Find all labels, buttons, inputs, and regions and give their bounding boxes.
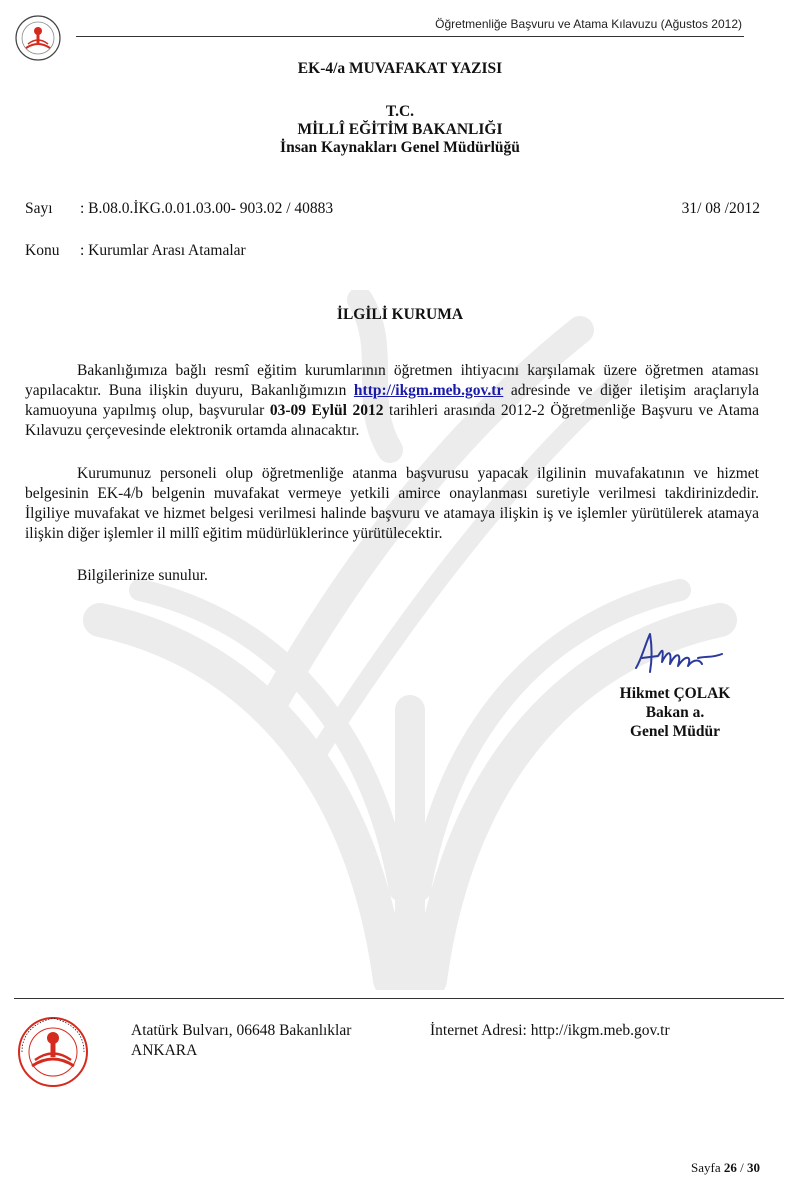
directorate-heading: İnsan Kaynakları Genel Müdürlüğü [280, 139, 520, 156]
signature-block [590, 684, 760, 741]
page-number [691, 1160, 760, 1176]
ikgm-link[interactable]: http://ikgm.meb.gov.tr [353, 382, 504, 399]
addressee: İLGİLİ KURUMA [336, 306, 464, 323]
tc-heading: T.C. [385, 103, 415, 120]
page-current: 26 [723, 1160, 737, 1175]
konu-value: : Kurumlar Arası Atamalar [80, 242, 246, 259]
paragraph-1-text-a: Bakanlığımıza bağlı resmî eğitim kurumlarının öğretmen ihtiyacını karşılamak üzere öğretmen ataması yapılacaktır. Buna ilişkin duyuru, Bakanlığımızın [25, 362, 759, 399]
header-rule [76, 36, 744, 37]
application-dates: 03-09 Eylül 2012 [269, 402, 384, 419]
footer-internet-address: İnternet Adresi: http://ikgm.meb.gov.tr [430, 1022, 670, 1039]
paragraph-3: Bilgilerinize sunulur. [77, 567, 208, 584]
signature-image [628, 628, 732, 680]
ministry-heading: MİLLÎ EĞİTİM BAKANLIĞI [297, 121, 503, 138]
footer-rule [14, 998, 784, 999]
signer-role-1: Bakan a. [645, 704, 705, 721]
header-title: Öğretmenliğe Başvuru ve Atama Kılavuzu (Ağustos 2012) [435, 17, 742, 31]
signer-role-2: Genel Müdür [630, 723, 720, 740]
signer-name: Hikmet ÇOLAK [619, 685, 731, 702]
meb-logo-icon [14, 14, 62, 62]
page-prefix: Sayfa [691, 1160, 724, 1175]
annex-title: EK-4/a MUVAFAKAT YAZISI [297, 60, 503, 77]
paragraph-1 [25, 361, 759, 441]
meb-footer-logo-icon [16, 1012, 90, 1094]
paragraph-1-text-b: adresinde ve diğer iletişim araçlarıyla kamuoyuna yapılmış olup, başvurular [25, 382, 759, 419]
sayi-label: Sayı [25, 200, 53, 217]
page-total: 30 [747, 1160, 760, 1175]
konu-label: Konu [25, 242, 60, 259]
footer-address-line-1: Atatürk Bulvarı, 06648 Bakanlıklar [131, 1022, 352, 1039]
sayi-value: : B.08.0.İKG.0.01.03.00- 903.02 / 40883 [80, 200, 334, 217]
page-separator: / [736, 1160, 747, 1175]
paragraph-2: Kurumunuz personeli olup öğretmenliğe atanma başvurusu yapacak ilgilinin muvafakatının ve hizmet belgesinin EK-4/b belgenin muvafakat vermeye yetkili amirce onaylanması suretiyle verilmesi takdirinizdedir. İlgiliye muvafakat ve hizmet belgesi verilmesi halinde başvuru ve atamaya ilişkin iş ve işlemler yürütülerek atamaya ilişkin diğer işlemler il millî eğitim müdürlüklerince yürütülecektir. [25, 465, 759, 542]
footer-address-line-2: ANKARA [131, 1042, 198, 1059]
paragraph-1-text-c: tarihleri arasında 2012-2 Öğretmenliğe Başvuru ve Atama Kılavuzu çerçevesinde elektronik ortamda alınacaktır. [25, 402, 759, 439]
document-date: 31/ 08 /2012 [681, 200, 760, 217]
